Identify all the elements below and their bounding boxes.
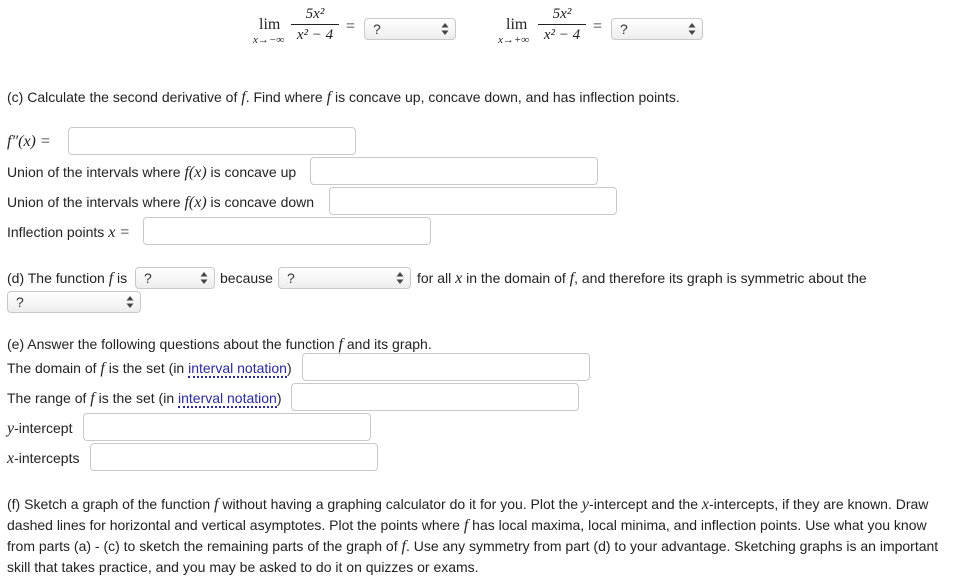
y-intercept-label: y-intercept bbox=[7, 420, 73, 437]
x-intercepts-label: x-intercepts bbox=[7, 450, 80, 467]
lim-subscript: x→+∞ bbox=[498, 34, 530, 46]
inflection-input[interactable] bbox=[143, 217, 431, 245]
select-arrows-icon bbox=[126, 295, 134, 309]
interval-notation-link[interactable]: interval notation bbox=[178, 390, 277, 406]
domain-label: The domain of f is the set (in interval notation) bbox=[7, 360, 292, 377]
y-intercept-input[interactable] bbox=[83, 413, 371, 441]
numerator: 5x² bbox=[305, 6, 325, 22]
concave-up-input[interactable] bbox=[310, 157, 598, 185]
concave-down-input[interactable] bbox=[329, 187, 617, 215]
part-d-prompt: (d) The function f is bbox=[7, 270, 128, 287]
equals-sign: = bbox=[346, 18, 356, 35]
reason-select[interactable] bbox=[278, 267, 411, 289]
domain-input[interactable] bbox=[302, 353, 590, 381]
inflection-label: Inflection points x = bbox=[7, 224, 131, 241]
lim-subscript: x→−∞ bbox=[253, 34, 285, 46]
part-f-instructions: (f) Sketch a graph of the function f without having a graphing calculator do it for you. Plot the y-intercept and the x-intercepts, if they are known. Draw dashed lines for horizontal and vertical asymptotes. Plot the points where f has local maxima, local minima, and inflection points. Use what you know from parts (a) - (c) to sketch the remaining parts of the graph of f. Use any symmetry from part (d) to your advantage. Sketching graphs is an important skill that takes practice, and you may be asked to do it on quizzes or exams. bbox=[7, 496, 939, 575]
select-arrows-icon bbox=[441, 22, 449, 36]
select-value: ? bbox=[16, 294, 24, 310]
lim-word: lim bbox=[259, 16, 281, 33]
numerator: 5x² bbox=[552, 6, 572, 22]
fraction-bar bbox=[538, 24, 586, 25]
select-value: ? bbox=[287, 270, 295, 286]
denominator: x² − 4 bbox=[543, 27, 581, 43]
denominator: x² − 4 bbox=[296, 27, 334, 43]
part-d-continuation: for all x in the domain of f, and therefore its graph is symmetric about the bbox=[417, 270, 867, 287]
concave-down-label: Union of the intervals where f(x) is concave down bbox=[7, 194, 315, 211]
limit-fraction-1 bbox=[291, 6, 339, 43]
select-value: ? bbox=[144, 270, 152, 286]
lim-word: lim bbox=[506, 16, 528, 33]
select-value: ? bbox=[620, 21, 628, 37]
range-input[interactable] bbox=[291, 383, 579, 411]
limit-neg-select[interactable] bbox=[364, 18, 456, 40]
part-c-prompt: (c) Calculate the second derivative of f. Find where f is concave up, concave down, and has inflection points. bbox=[7, 89, 680, 106]
select-value: ? bbox=[373, 21, 381, 37]
part-e-prompt: (e) Answer the following questions about the function f and its graph. bbox=[7, 336, 432, 353]
equals-sign: = bbox=[593, 18, 603, 35]
symmetry-select[interactable] bbox=[7, 291, 141, 313]
second-derivative-input[interactable] bbox=[68, 127, 356, 155]
fraction-bar bbox=[291, 24, 339, 25]
select-arrows-icon bbox=[396, 271, 404, 285]
limit-fraction-2 bbox=[538, 6, 586, 43]
limit-pos-select[interactable] bbox=[611, 18, 703, 40]
interval-notation-link[interactable]: interval notation bbox=[188, 360, 287, 376]
concave-up-label: Union of the intervals where f(x) is concave up bbox=[7, 164, 297, 181]
select-arrows-icon bbox=[688, 22, 696, 36]
x-intercepts-input[interactable] bbox=[90, 443, 378, 471]
because-label: because bbox=[220, 270, 273, 286]
second-derivative-label: f″(x) = bbox=[7, 133, 51, 150]
select-arrows-icon bbox=[200, 271, 208, 285]
function-type-select[interactable] bbox=[135, 267, 215, 289]
range-label: The range of f is the set (in interval notation) bbox=[7, 390, 282, 407]
